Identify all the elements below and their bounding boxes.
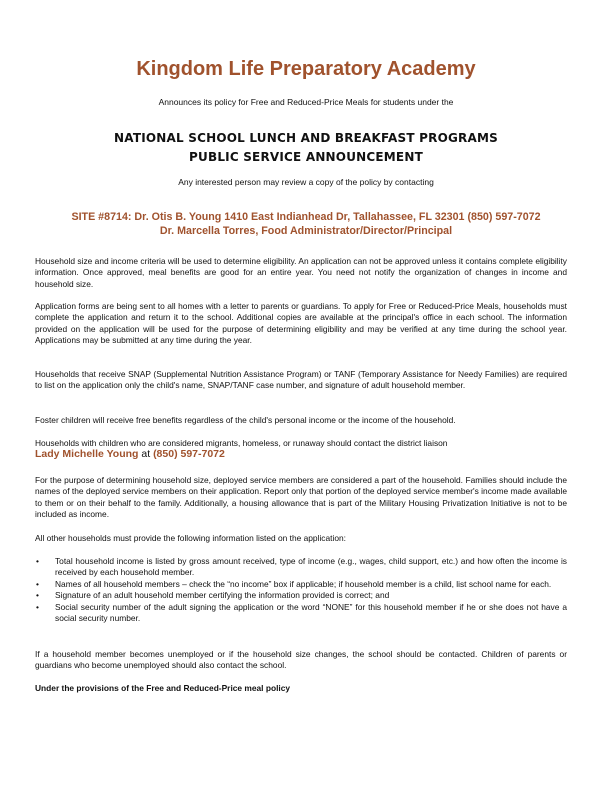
requirements-list [35,556,567,624]
paragraph-unemployment: If a household member becomes unemployed or if the household size changes, the school should be contacted. Children of parents or guardians who become unemployed should also contact the school. [35,649,567,671]
liaison-phone: (850) 597-7072 [153,448,225,461]
list-item: • Names of all household members – check the “no income” box if applicable; if household member is a child, list school name for each. [35,579,567,590]
paragraph-other-households: All other households must provide the following information listed on the application: [35,533,346,543]
paragraph-foster-children: Foster children will receive free benefits regardless of the child's personal income or the income of the household. [35,415,456,425]
paragraph-provisions: Under the provisions of the Free and Reduced-Price meal policy [35,683,291,693]
migrants-text: Households with children who are considered migrants, homeless, or runaway should contact the district liaison [35,438,448,448]
site-contact-line: SITE #8714: Dr. Otis B. Young 1410 East Indianhead Dr, Tallahassee, FL 32301 (850) 597-7072 [71,211,541,223]
paragraph-deployed-members: For the purpose of determining household size, deployed service members are considered a part of the household. Families should include the names of the deployed service members on their application. Report only that portion of the deployed service member's income made available to them or on their behalf to the family. Additionally, a housing allowance that is part of the Military Housing Privatization Initiative is not to be included as income. [35,475,567,520]
paragraph-snap-tanf: Households that receive SNAP (Supplemental Nutrition Assistance Program) or TANF (Temporary Assistance for Needy Families) are required to list on the application only the child's name, SNAP/TANF case number, and signature of adult household member. [35,369,567,391]
announce-text: Announces its policy for Free and Reduced-Price Meals for students under the [158,97,454,107]
paragraph-application-forms: Application forms are being sent to all homes with a letter to parents or guardians. To apply for Free or Reduced-Price Meals, households must complete the application and return it to the school. Additional copies are available at the principal's office in each school. The information provided on the application will be used for the purpose of determining eligibility and may be verified at any time during the school year. Applications may be submitted at any time during the year. [35,301,567,346]
list-item: • Total household income is listed by gross amount received, type of income (e.g., wages, child support, etc.) and how often the income is received by each household member. [35,556,567,579]
review-text: Any interested person may review a copy of the policy by contacting [178,177,434,187]
program-heading: NATIONAL SCHOOL LUNCH AND BREAKFAST PROGRAMS [114,131,498,145]
paragraph-migrants [35,438,567,461]
liaison-at: at [138,448,154,461]
liaison-name: Lady Michelle Young [35,448,139,461]
page-title: Kingdom Life Preparatory Academy [136,58,476,80]
list-item: • Social security number of the adult signing the application or the word “NONE” for this household member if he or she does not have a social security number. [35,602,567,625]
list-item: • Signature of an adult household member certifying the information provided is correct; and [35,590,567,601]
paragraph-eligibility: Household size and income criteria will be used to determine eligibility. An application can not be approved unless it contains complete eligibility information. Once approved, meal benefits are good for an entire year. You need not notify the organization of changes in income and household size. [35,256,567,289]
site-administrator-line: Dr. Marcella Torres, Food Administrator/Director/Principal [159,225,453,237]
psa-heading: PUBLIC SERVICE ANNOUNCEMENT [189,150,423,164]
